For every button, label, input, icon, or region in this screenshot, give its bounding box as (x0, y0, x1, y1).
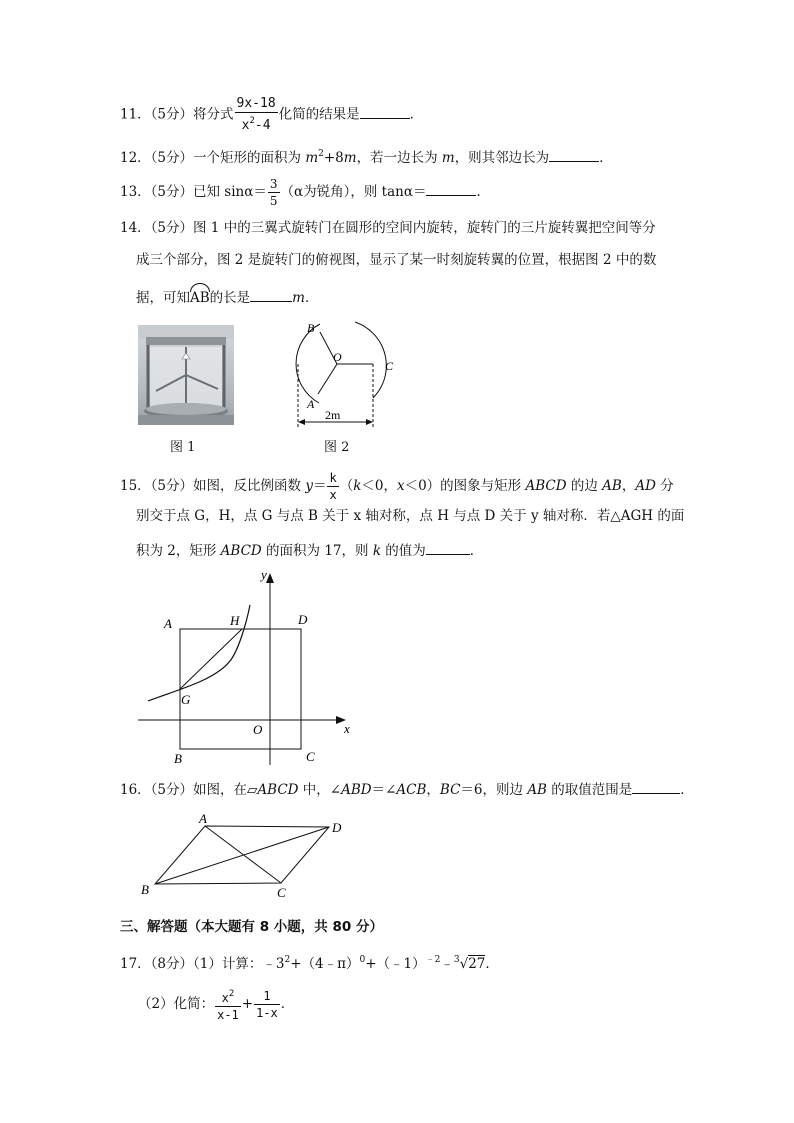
label-d: D (332, 820, 342, 835)
q12-exp: 2 (318, 149, 324, 159)
label-o: O (253, 722, 263, 737)
q15-text3b: ABCD (220, 543, 262, 559)
q14-arc-ab: AB (190, 290, 210, 306)
q15-text5: 分 (655, 478, 674, 494)
q13-text: 13．（5分）已知 sinα＝ (120, 184, 267, 200)
q15-ab: AB (602, 478, 622, 494)
wing-oa (318, 364, 337, 394)
q16-ab: AB (527, 782, 547, 798)
arrow-left (298, 419, 305, 425)
figure-2-top-view (285, 318, 415, 436)
q15-end: ． (469, 543, 484, 559)
label-b: B (307, 321, 315, 335)
q16-comma: ， (426, 782, 440, 798)
label-a: A (199, 811, 207, 826)
q17-end1: ． (485, 956, 499, 972)
question-13 (120, 176, 490, 209)
q16-text3: ＝6，则边 (460, 782, 528, 798)
q15-text3e: 的值为 (381, 543, 426, 559)
q15-var-x: x (396, 478, 405, 494)
q14-end: ． (304, 290, 319, 306)
q15-text2: ＜0， (361, 478, 397, 494)
label-a: A (164, 616, 172, 631)
q16-text: 16．（5分）如图，在▱ (120, 782, 258, 798)
q17-exp2: 0 (359, 955, 366, 965)
q17-radicand: 27 (468, 956, 486, 972)
label-y: y (261, 567, 267, 582)
q11-end: ． (409, 106, 424, 123)
q15-text3: ＜0）的图象与矩形 (404, 478, 526, 494)
q17-f1-x: x (221, 991, 229, 1005)
q16-text4: 的取值范围是 (546, 782, 633, 798)
question-14-line2: 成三个部分，图 2 是旋转门的俯视图，显示了某一时刻旋转翼的位置，根据图 2 中的数 (136, 252, 657, 268)
q12-var-m3: m (441, 150, 455, 166)
q17-part2-label: （2）化简： (138, 996, 215, 1012)
label-width: 2m (325, 408, 341, 422)
q15-paren: （ (339, 478, 354, 494)
q12-text: 12．（5分）一个矩形的面积为 (120, 150, 306, 166)
q12-var-m2: m (343, 150, 357, 166)
q15-fraction (327, 470, 338, 503)
question-17-part2 (138, 986, 294, 1023)
q17-f1-denominator: x-1 (217, 1008, 239, 1022)
q13-fraction (268, 176, 280, 209)
q17-fraction-2 (254, 988, 280, 1021)
q13-denominator: 5 (269, 194, 278, 208)
q15-numerator: k (329, 471, 337, 485)
question-12 (120, 144, 613, 168)
question-17-part1 (120, 950, 499, 974)
q17-f1-exp: 2 (228, 989, 235, 999)
q15-eq: ＝ (312, 478, 327, 494)
q17-text3: +（﹣1） (365, 956, 426, 972)
q16-end: ． (680, 782, 694, 798)
question-16 (120, 779, 694, 800)
q15-ad: AD (635, 478, 656, 494)
q17-root-index: 3 (453, 955, 460, 965)
q15-text: 15．（5分）如图，反比例函数 (120, 478, 306, 494)
q12-answer-blank[interactable] (549, 147, 599, 162)
q11-fraction (235, 96, 278, 134)
q15-figure (130, 565, 360, 770)
q17-f1-numerator (215, 986, 241, 1007)
q15-answer-blank[interactable] (426, 540, 470, 555)
diagonal-ac (205, 826, 281, 883)
q17-text2: +（4﹣π） (290, 956, 360, 972)
label-c: C (306, 749, 315, 764)
rectangle-abcd (180, 629, 301, 749)
figure-2-caption: 图 2 (324, 440, 350, 455)
q11-den-exp: 2 (249, 116, 255, 126)
label-h: H (230, 613, 240, 628)
section-3-heading: 三、解答题（本大题有 8 小题，共 80 分） (120, 919, 383, 935)
q15-abcd: ABCD (525, 478, 567, 494)
q17-exp3: ﹣2 (425, 955, 441, 965)
q15-comma: ， (621, 478, 636, 494)
question-15-line1 (120, 470, 674, 503)
question-14-line3 (136, 287, 318, 308)
arrow-right (366, 419, 373, 425)
label-c: C (385, 359, 394, 373)
question-15-line3 (136, 540, 483, 561)
q12-text2: ，若一边长为 (356, 150, 442, 166)
q11-answer-blank[interactable] (360, 104, 410, 119)
q11-numerator: 9x-18 (236, 96, 276, 111)
q11-suffix: 化简的结果是 (278, 106, 360, 123)
q11-denominator (235, 113, 278, 134)
figure-1-caption: 图 1 (170, 440, 196, 455)
q11-text: 11．（5分）将分式 (120, 106, 234, 123)
label-x: x (344, 721, 350, 736)
q12-plus: +8 (323, 150, 344, 166)
q15-text3a: 积为 2，矩形 (136, 543, 221, 559)
q16-eq: ＝∠ (371, 782, 397, 798)
label-b: B (141, 882, 149, 897)
q15-text3c: 的面积为 17，则 (261, 543, 373, 559)
label-c: C (277, 885, 286, 900)
q12-var-m: m (305, 150, 319, 166)
q16-answer-blank[interactable] (632, 779, 680, 794)
q15-var-y: y (305, 478, 313, 494)
q17-plus: + (241, 996, 254, 1012)
q17-text4: ﹣ (440, 956, 454, 972)
q16-acb: ACB (396, 782, 427, 798)
q15-denominator: x (329, 488, 337, 502)
q14-text3a: 据，可知 (136, 290, 190, 306)
q14-answer-blank[interactable] (250, 287, 292, 302)
question-15-line2: 别交于点 G，H，点 G 与点 B 关于 x 轴对称，点 H 与点 D 关于 y 轴对称．若△AGH 的面 (136, 508, 685, 524)
q16-text2: 中，∠ (298, 782, 342, 798)
q11-den-rest: -4 (254, 118, 271, 133)
q16-bc: BC (439, 782, 461, 798)
revolving-door-drawing (138, 325, 234, 425)
q15-text4: 的边 (566, 478, 603, 494)
q15-text3d: k (372, 543, 381, 559)
q16-abcd: ABCD (257, 782, 299, 798)
q17-exp1: 2 (284, 955, 291, 965)
q15-var-k: k (353, 478, 362, 494)
question-14-line1: 14．（5分）图 1 中的三翼式旋转门在圆形的空间内旋转，旋转门的三片旋转翼把空间等分 (120, 220, 656, 236)
q13-text2: （α为锐角），则 tanα＝ (280, 184, 427, 200)
arc-ab (296, 324, 320, 403)
q16-abd: ABD (341, 782, 372, 798)
label-b: B (174, 751, 182, 766)
q12-text3: ，则其邻边长为 (454, 150, 550, 166)
label-o: O (333, 350, 342, 364)
q17-f2-denominator: 1-x (256, 1006, 278, 1020)
revolving-door-photo (138, 325, 234, 425)
label-d: D (298, 612, 308, 627)
label-a: A (307, 397, 315, 411)
q17-radical-sign: √ (459, 956, 469, 972)
q17-fraction-1 (215, 986, 241, 1023)
q13-end: ． (476, 184, 490, 200)
q17-text1: 17．（8分）（1）计算：﹣3 (120, 956, 285, 972)
y-axis-arrow (266, 573, 274, 583)
q17-end2: ． (280, 996, 295, 1012)
q14-unit: m (292, 290, 305, 306)
q12-end: ． (599, 150, 613, 166)
q14-text3b: 的长是 (209, 290, 251, 306)
diagonal-bd (155, 827, 329, 884)
q11-den-x: x (241, 118, 250, 133)
segment-gh (180, 629, 242, 689)
q13-answer-blank[interactable] (426, 181, 476, 196)
q17-f2-numerator: 1 (254, 988, 280, 1005)
q16-parallelogram-figure (135, 810, 355, 900)
arc-right (355, 322, 386, 398)
q13-numerator: 3 (269, 177, 278, 191)
label-g: G (181, 692, 191, 707)
question-11 (120, 96, 423, 134)
